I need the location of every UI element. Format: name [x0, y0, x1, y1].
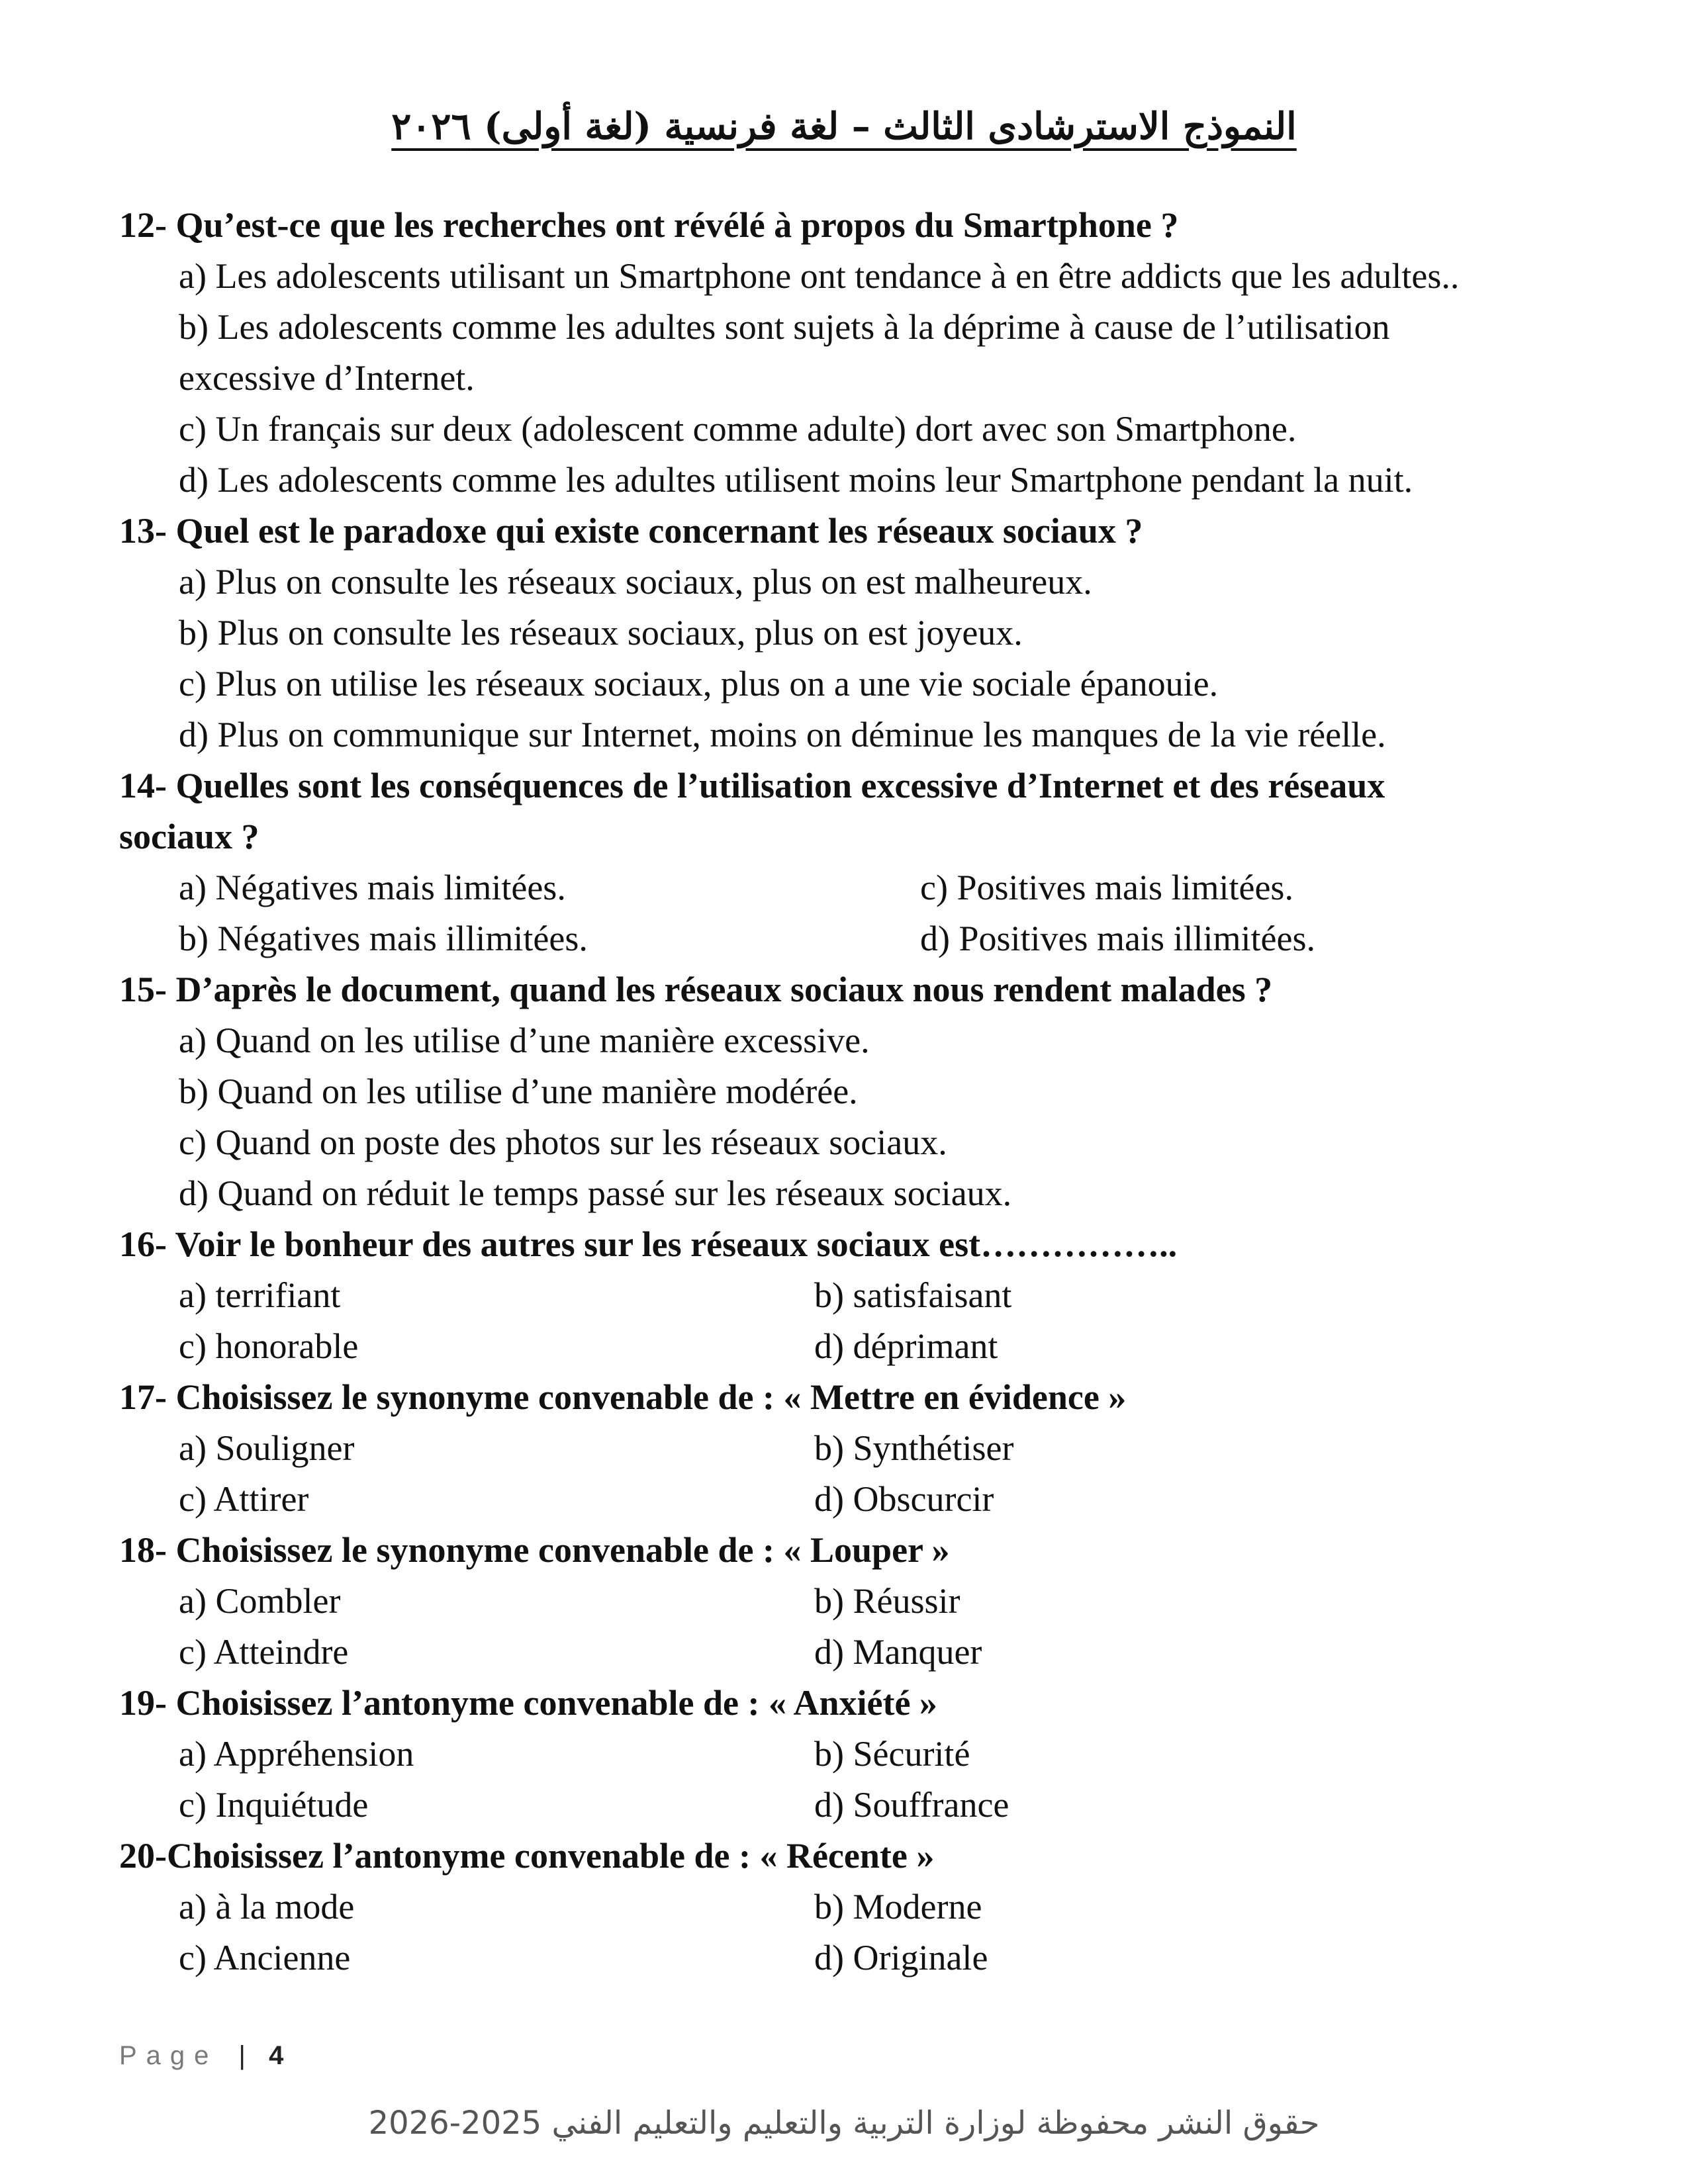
- page-title-text: النموذج الاسترشادى الثالث – لغة فرنسية (لغة أولى) ٢٠٢٦: [391, 105, 1297, 148]
- option-20c: c) Ancienne: [179, 1938, 351, 1978]
- page-number: 4: [269, 2041, 284, 2070]
- question-13: 13- Quel est le paradoxe qui existe concernant les réseaux sociaux ?: [119, 511, 1143, 551]
- option-19a: a) Appréhension: [179, 1734, 414, 1774]
- option-17a: a) Souligner: [179, 1428, 355, 1468]
- option-12a: a) Les adolescents utilisant un Smartphone ont tendance à en être addicts que les adultes..: [179, 256, 1460, 296]
- question-14-continued: sociaux ?: [119, 817, 259, 856]
- option-14b: b) Négatives mais illimitées.: [179, 919, 588, 958]
- option-16a: a) terrifiant: [179, 1275, 341, 1315]
- page-label: Page: [119, 2041, 218, 2070]
- option-16b: b) satisfaisant: [814, 1275, 1012, 1315]
- question-12: 12- Qu’est-ce que les recherches ont révélé à propos du Smartphone ?: [119, 205, 1179, 245]
- option-20b: b) Moderne: [814, 1887, 982, 1927]
- options-16: [119, 1270, 1595, 1372]
- question-15: 15- D’après le document, quand les réseaux sociaux nous rendent malades ?: [119, 970, 1273, 1009]
- option-19d: d) Souffrance: [814, 1785, 1009, 1825]
- options-20: [119, 1882, 1595, 1983]
- option-17b: b) Synthétiser: [814, 1428, 1014, 1468]
- option-20a: a) à la mode: [179, 1887, 355, 1927]
- question-14: 14- Quelles sont les conséquences de l’utilisation excessive d’Internet et des réseaux: [119, 766, 1385, 805]
- option-14c: c) Positives mais limitées.: [920, 868, 1293, 907]
- option-13a: a) Plus on consulte les réseaux sociaux, plus on est malheureux.: [179, 562, 1092, 602]
- question-20: 20-Choisissez l’antonyme convenable de : « Récente »: [119, 1836, 935, 1876]
- option-16d: d) déprimant: [814, 1326, 998, 1366]
- option-12b: b) Les adolescents comme les adultes sont sujets à la déprime à cause de l’utilisation: [179, 307, 1390, 347]
- options-14: [119, 862, 1595, 964]
- option-13c: c) Plus on utilise les réseaux sociaux, plus on a une vie sociale épanouie.: [179, 664, 1219, 704]
- option-15d: d) Quand on réduit le temps passé sur les réseaux sociaux.: [179, 1173, 1012, 1213]
- option-13d: d) Plus on communique sur Internet, moins on déminue les manques de la vie réelle.: [179, 715, 1386, 754]
- options-19: [119, 1729, 1595, 1831]
- page-title: [0, 105, 1688, 148]
- page-number-footer: [119, 2041, 283, 2071]
- option-17c: c) Attirer: [179, 1479, 309, 1519]
- option-18b: b) Réussir: [814, 1581, 961, 1621]
- question-17: 17- Choisissez le synonyme convenable de : « Mettre en évidence »: [119, 1377, 1127, 1417]
- page-separator: |: [238, 2041, 246, 2070]
- option-18d: d) Manquer: [814, 1632, 982, 1672]
- question-list: [119, 200, 1595, 1983]
- option-16c: c) honorable: [179, 1326, 359, 1366]
- option-18c: c) Atteindre: [179, 1632, 349, 1672]
- options-18: [119, 1576, 1595, 1678]
- option-20d: d) Originale: [814, 1938, 988, 1978]
- question-18: 18- Choisissez le synonyme convenable de : « Louper »: [119, 1530, 950, 1570]
- option-18a: a) Combler: [179, 1581, 341, 1621]
- option-15a: a) Quand on les utilise d’une manière excessive.: [179, 1021, 870, 1060]
- option-12c: c) Un français sur deux (adolescent comme adulte) dort avec son Smartphone.: [179, 409, 1297, 449]
- copyright-notice: حقوق النشر محفوظة لوزارة التربية والتعليم والتعليم الفني 2025-2026: [368, 2105, 1320, 2142]
- option-14d: d) Positives mais illimitées.: [920, 919, 1315, 958]
- option-12d: d) Les adolescents comme les adultes utilisent moins leur Smartphone pendant la nuit.: [179, 460, 1413, 500]
- option-13b: b) Plus on consulte les réseaux sociaux, plus on est joyeux.: [179, 613, 1023, 653]
- options-17: [119, 1423, 1595, 1525]
- option-15b: b) Quand on les utilise d’une manière modérée.: [179, 1071, 858, 1111]
- option-15c: c) Quand on poste des photos sur les réseaux sociaux.: [179, 1122, 947, 1162]
- question-16: 16- Voir le bonheur des autres sur les réseaux sociaux est……………..: [119, 1224, 1178, 1264]
- option-19b: b) Sécurité: [814, 1734, 970, 1774]
- option-19c: c) Inquiétude: [179, 1785, 369, 1825]
- option-12b-continued: excessive d’Internet.: [179, 358, 475, 398]
- question-19: 19- Choisissez l’antonyme convenable de : « Anxiété »: [119, 1683, 937, 1723]
- option-14a: a) Négatives mais limitées.: [179, 868, 566, 907]
- option-17d: d) Obscurcir: [814, 1479, 994, 1519]
